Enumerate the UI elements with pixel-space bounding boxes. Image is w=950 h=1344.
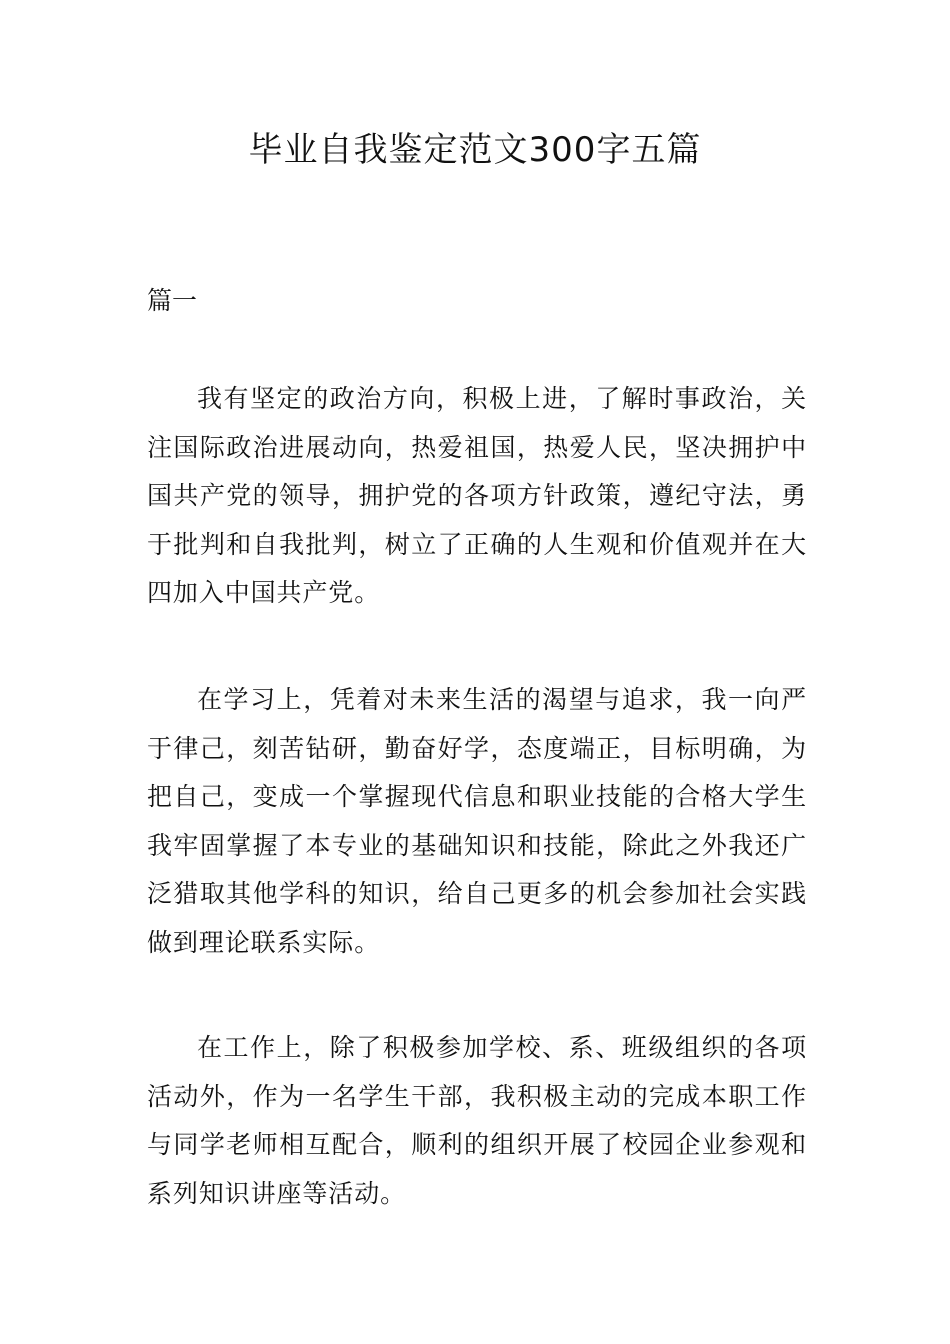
paragraph-work: 在工作上，除了积极参加学校、系、班级组织的各项活动外，作为一名学生干部，我积极主动的完成本职工作与同学老师相互配合，顺利的组织开展了校园企业参观和系列知识讲座等活动。 [147,1033,807,1208]
paragraph-study: 在学习上，凭着对未来生活的渴望与追求，我一向严于律己，刻苦钻研，勤奋好学，态度端正，目标明确，为把自己，变成一个掌握现代信息和职业技能的合格大学生我牢固掌握了本专业的基础知识和技能，除此之外我还广泛猎取其他学科的知识，给自己更多的机会参加社会实践做到理论联系实际。 [147,685,807,957]
section-label: 篇一 [147,286,198,315]
document-title: 毕业自我鉴定范文300字五篇 [248,130,702,170]
paragraph-political: 我有坚定的政治方向，积极上进，了解时事政治，关注国际政治进展动向，热爱祖国，热爱人民，坚决拥护中国共产党的领导，拥护党的各项方针政策，遵纪守法，勇于批判和自我批判，树立了正确的人生观和价值观并在大四加入中国共产党。 [147,384,807,607]
